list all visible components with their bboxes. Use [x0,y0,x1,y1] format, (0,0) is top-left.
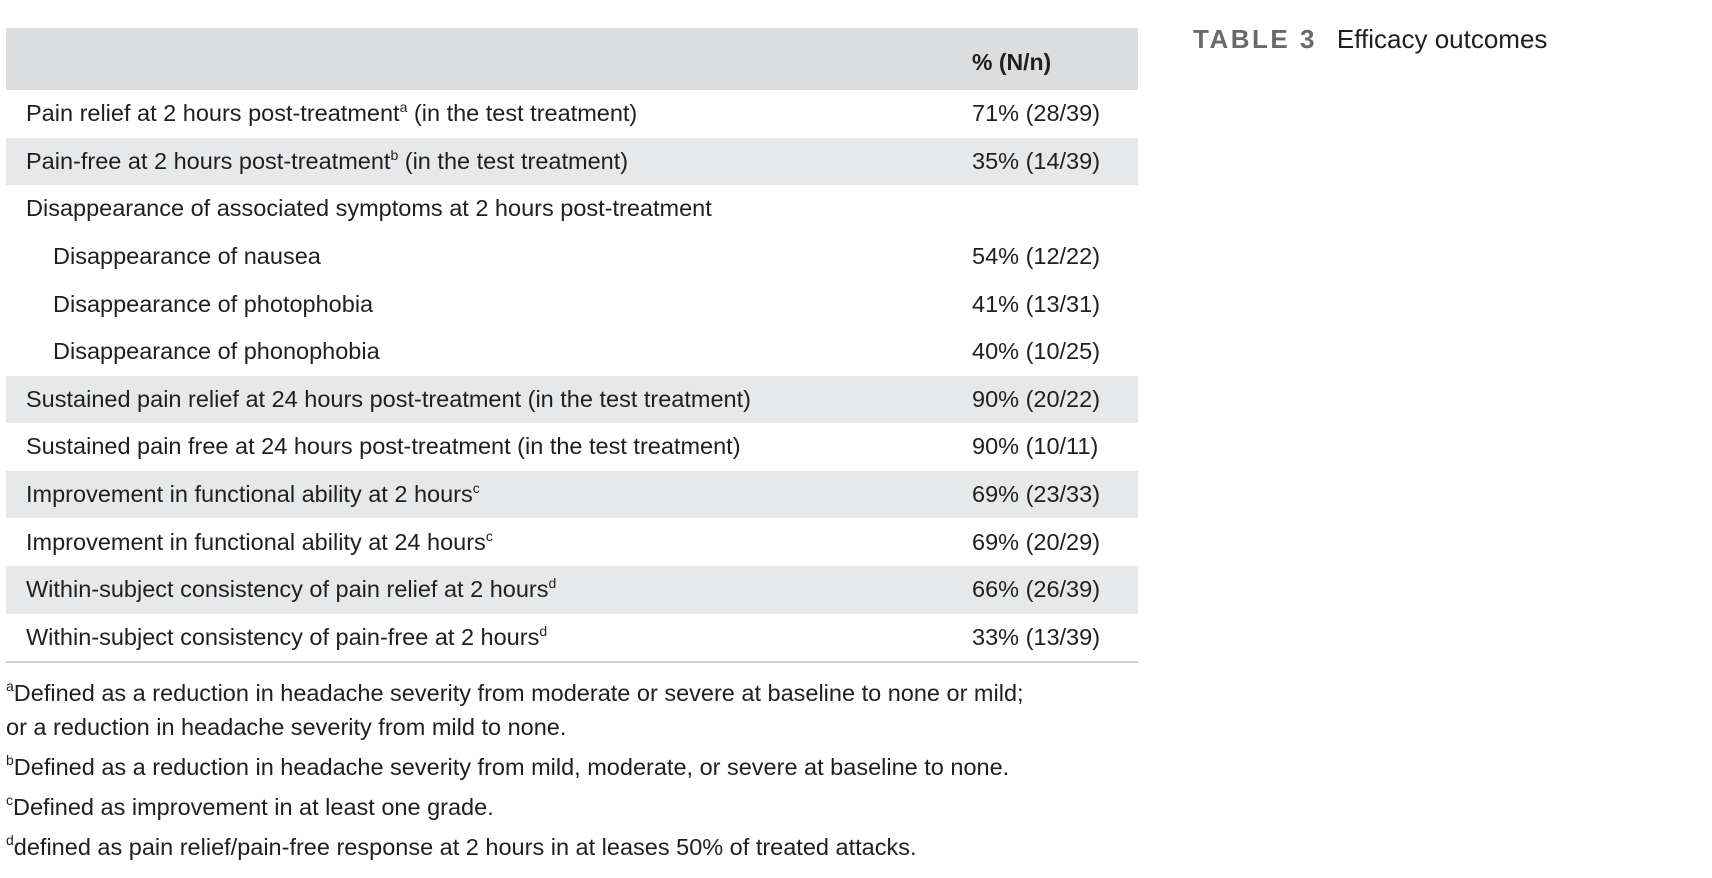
table-header [6,28,1138,90]
row-label-cell [6,423,966,471]
table-row [6,376,1138,424]
row-label: Disappearance of nausea [53,243,321,270]
footnote [6,750,1146,784]
table-row [6,90,1138,138]
table-row [6,233,1138,281]
row-label: Disappearance of associated symptoms at 2 hours post-treatment [26,195,712,222]
table-row [6,185,1138,233]
row-label: Pain relief at 2 hours post-treatment [26,100,400,127]
row-value: 90% (20/22) [966,376,1138,424]
row-value: 66% (26/39) [966,566,1138,614]
row-value: 71% (28/39) [972,100,1101,127]
footnote-text: Defined as a reduction in headache severity from mild, moderate, or severe at baseline to none. [13,754,1010,780]
header-label [6,76,966,90]
footnote-text: Defined as a reduction in headache severity from moderate or severe at baseline to none or mild; [13,680,1024,706]
table-number: TABLE 3 [1193,24,1317,54]
row-value: 69% (23/33) [966,471,1138,519]
footnote-mark: b [6,752,14,768]
row-label-cell [6,138,966,186]
row-label: Within-subject consistency of pain relief at 2 hours [26,576,549,603]
footnote [6,830,1146,864]
table-body [6,90,1138,662]
table-caption [1193,24,1547,55]
row-label-suffix: (in the test treatment) [398,147,629,174]
row-footnote-mark: c [472,480,480,497]
row-value: 54% (12/22) [972,243,1101,270]
efficacy-table [6,28,1138,663]
footnote-text: or a reduction in headache severity from mild to none. [6,714,567,740]
footnote-mark: d [6,832,14,848]
row-label-cell [6,376,966,424]
row-label: Improvement in functional ability at 24 hours [26,528,486,555]
row-label-cell [6,185,966,233]
table-row [6,328,1138,376]
row-label: Sustained pain relief at 24 hours post-treatment (in the test treatment) [26,385,751,412]
table-header-row [6,28,1138,90]
table-row [6,138,1138,186]
footnote-mark: a [6,678,14,694]
table-row [6,280,1138,328]
row-label: Disappearance of photophobia [53,290,374,317]
row-value: 90% (10/11) [972,433,1099,460]
row-label: Improvement in functional ability at 2 hours [26,481,473,508]
table-row [6,518,1138,566]
row-label-cell [6,233,966,281]
row-label: Disappearance of phonophobia [53,338,380,365]
footnote-text: defined as pain relief/pain-free response at 2 hours in at leases 50% of treated attacks. [13,834,917,860]
table-row [6,423,1138,471]
row-label-suffix: (in the test treatment) [407,100,638,127]
row-value: 40% (10/25) [972,338,1101,365]
table-row [6,471,1138,519]
row-value: 41% (13/31) [972,290,1101,317]
row-label: Pain-free at 2 hours post-treatment [26,147,391,174]
row-footnote-mark: d [548,575,557,592]
row-label-cell [6,471,966,519]
header-value-cell [966,28,1138,90]
row-footnote-mark: a [399,99,408,116]
row-label: Within-subject consistency of pain-free at 2 hours [26,623,540,650]
row-footnote-mark: b [390,146,399,163]
header-label-cell [6,28,966,90]
row-value: 69% (20/29) [972,528,1101,555]
row-label-cell [6,566,966,614]
table-row [6,614,1138,663]
row-footnote-mark: c [485,527,493,544]
row-label-cell [6,90,966,138]
footnote-text: Defined as improvement in at least one grade. [13,794,494,820]
row-value: 35% (14/39) [966,138,1138,186]
table-row [6,566,1138,614]
row-label-cell [6,614,966,663]
row-footnote-mark: d [539,622,548,639]
row-value [966,185,1138,233]
row-label-cell [6,280,966,328]
efficacy-outcomes-table [6,28,1138,663]
table-footnotes [6,676,1146,870]
row-label-cell [6,518,966,566]
row-value: 33% (13/39) [966,614,1138,663]
footnote [6,790,1146,824]
header-value: % (N/n) [972,49,1052,75]
row-label-cell [6,328,966,376]
table-title: Efficacy outcomes [1336,24,1548,54]
footnote [6,676,1146,744]
footnote-mark: c [6,792,13,808]
row-label: Sustained pain free at 24 hours post-treatment (in the test treatment) [26,433,741,460]
